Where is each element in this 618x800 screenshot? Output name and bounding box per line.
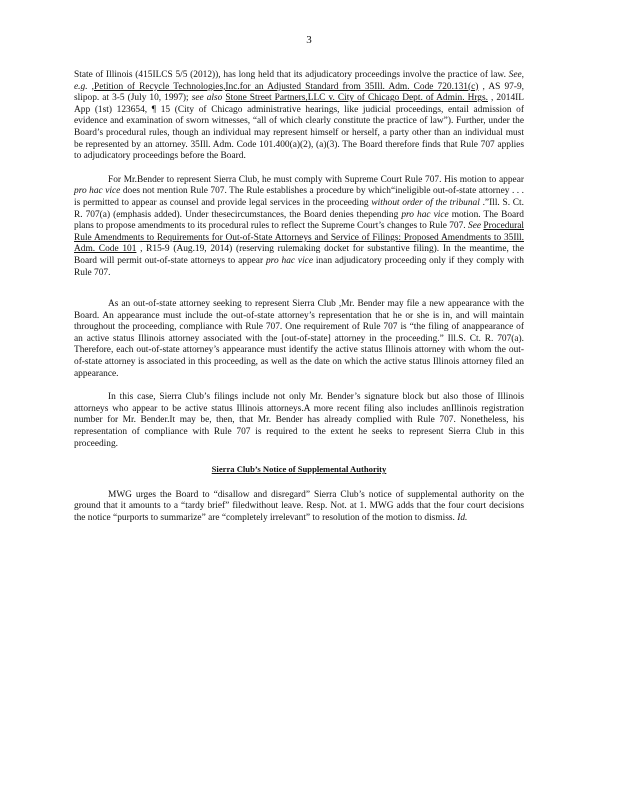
italic-text: pro hac vice	[401, 209, 449, 220]
text-run: In this case, Sierra Club’s filings include not only Mr. Bender’s signature block but also those of Illinois attorneys who appear to be active status Illinois attorneys.A more recent filing also includes anIllinois registration number for Mr. Bender.It may be, then, that Mr. Bender has already complied with Rule 707. Nonetheless, his representation of compliance with Rule 707 is required to the extent he seeks to represent Sierra Club in this proceeding.	[74, 392, 524, 449]
citation-text: Petition of Recycle Technologies,Inc.for an Adjusted Standard from 35Ill. Adm. Code 720.131(c)	[93, 81, 479, 92]
text-run: For Mr.Bender to represent Sierra Club, he must comply with Supreme Court Rule 707. His motion to appear	[108, 174, 524, 185]
italic-text: e.g.	[74, 81, 88, 92]
italic-text: pro hac vice	[265, 255, 314, 266]
text-run: ,	[521, 70, 524, 80]
italic-text: pro hac vice	[74, 186, 121, 197]
text-run: inan adjudicatory proceeding only if they comply with Rule 707.	[74, 255, 524, 278]
text-run: , 2014IL App (1st) 123654, ¶ 15 (City of Chicago administrative hearings, like judicial proceedings, entail admission of evidence and examination of sworn witnesses, “all of which clearly constitute the practice of law”). Further, under the Board’s procedural rules, though an individual may represent himself or herself, a party other than an individual must be represented by an attorney. 35Ill. Adm. Code 101.400(a)(2), (a)(3). The Board therefore finds that Rule 707 applies to adjudicatory proceedings before the Board.	[74, 93, 524, 162]
paragraph	[74, 392, 524, 450]
italic-text: See	[468, 221, 482, 232]
paragraph	[74, 299, 524, 380]
text-run: MWG urges the Board to “disallow and disregard” Sierra Club’s notice of supplemental authority on the ground that it amounts to a “tardy brief” filedwithout leave. Resp. Not. at 1. MWG adds that the four court decisions the notice “purports to summarize” are “completely irrelevant” to resolution of the motion to dismiss.	[74, 489, 524, 523]
text-run: .”Ill. S. Ct. R. 707(a) (emphasis added). Under thesecircumstances, the Board denies thepending	[74, 197, 524, 220]
paragraph	[74, 175, 524, 279]
italic-text: see also	[191, 93, 223, 104]
paragraph-spacer	[74, 163, 524, 175]
italic-text: Id.	[457, 513, 468, 523]
paragraph	[74, 490, 524, 525]
document-body	[74, 70, 524, 525]
citation-text: Procedural Rule Amendments to Requirements for Out-of-State Attorneys and Service of Filings: Proposed Amendments to 35Ill. Adm. Code 101	[74, 221, 524, 255]
text-run: ,	[87, 81, 94, 92]
section-heading	[74, 464, 524, 476]
text-run: , AS 97-9, slipop. at 3-5 (July 10, 1997);	[74, 81, 525, 104]
text-run: As an out-of-state attorney seeking to represent Sierra Club ,Mr. Bender may file a new appearance with the Board. An appearance must include the out-of-state attorney’s representation that he or she is in, and will maintain throughout the proceeding, compliance with Rule 707. One requirement of Rule 707 is “the filing of anappearance of an active status Illinois attorney associated with the [out-of-state] attorney in the proceeding.” Ill.S. Ct. R. 707(a). Therefore, each out-of-state attorney’s appearance must identify the active status Illinois attorney with whom the out-of-state attorney is associated in this proceeding, as well as the date on which the active status Illinois attorney filed an appearance.	[74, 299, 524, 379]
text-run: State of Illinois (415ILCS 5/5 (2012)), has long held that its adjudicatory proceedings involve the practice of law.	[74, 70, 509, 80]
citation-text: Stone Street Partners,LLC v. City of Chicago Dept. of Admin. Hrgs.	[225, 93, 488, 104]
section-heading-text: Sierra Club’s Notice of Supplemental Authority	[211, 464, 387, 475]
text-run: does not mention Rule 707. The Rule establishes a procedure by which“ineligible out-of-state attorney . . . is permitted to appear as counsel and provide legal services in the proceeding	[74, 186, 524, 208]
italic-text: See	[508, 70, 522, 80]
italic-text: without order of the tribunal	[371, 197, 480, 208]
paragraph-spacer	[74, 380, 524, 392]
paragraph-spacer	[74, 279, 524, 299]
text-run: motion. The Board plans to propose amendments to its procedural rules to reflect the Supreme Court’s changes to Rule 707.	[74, 209, 524, 232]
text-run: , R15-9 (Aug.19, 2014) (reserving rulemaking docket for substantive filing). In the meantime, the Board will permit out-of-state attorneys to appear	[74, 244, 524, 266]
paragraph	[74, 70, 524, 163]
page-number: 3	[306, 34, 312, 46]
